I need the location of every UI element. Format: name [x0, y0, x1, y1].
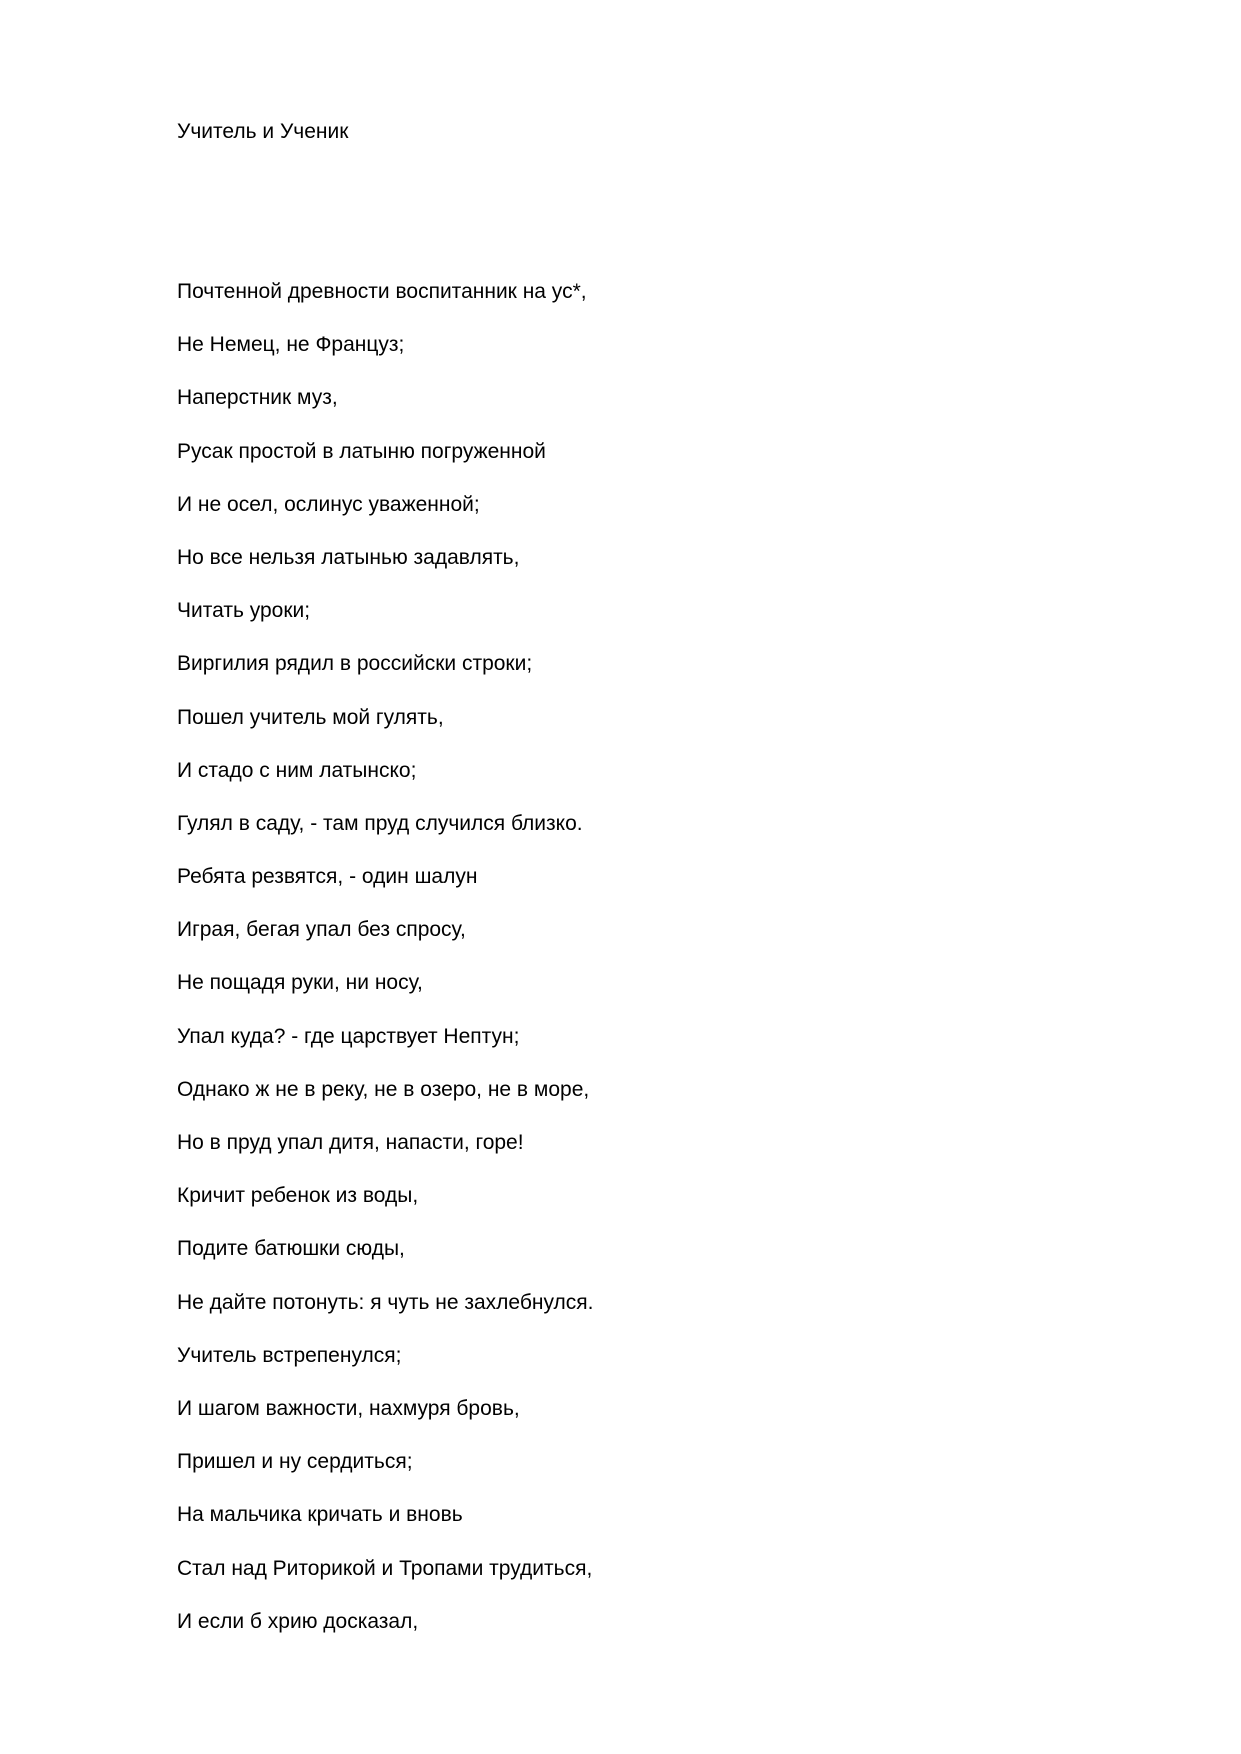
poem-line: Не дайте потонуть: я чуть не захлебнулся. — [177, 1290, 594, 1314]
poem-body — [177, 277, 594, 1660]
poem-line: Учитель встрепенулся; — [177, 1343, 402, 1367]
poem-line: Но в пруд упал дитя, напасти, горе! — [177, 1131, 524, 1154]
poem-line: И не осел, ослинус уваженной; — [177, 492, 480, 516]
poem-line: И шагом важности, нахмуря бровь, — [177, 1396, 520, 1420]
poem-line: Гулял в саду, - там пруд случился близко. — [177, 811, 583, 835]
poem-line: И стадо с ним латынско; — [177, 758, 417, 782]
poem-line: Почтенной древности воспитанник на ус*, — [177, 280, 587, 303]
poem-line: Не Немец, не Француз; — [177, 333, 405, 357]
poem-line: Виргилия рядил в российски строки; — [177, 652, 533, 676]
poem-line: Русак простой в латыню погруженной — [177, 439, 546, 463]
poem-line: Наперстник муз, — [177, 386, 338, 410]
poem-line: Ребята резвятся, - один шалун — [177, 865, 478, 889]
poem-line: На мальчика кричать и вновь — [177, 1503, 463, 1527]
poem-line: Читать уроки; — [177, 599, 311, 623]
poem-line: Кричит ребенок из воды, — [177, 1184, 419, 1208]
poem-line: Стал над Риторикой и Тропами трудиться, — [177, 1556, 593, 1580]
poem-line: Однако ж не в реку, не в озеро, не в море, — [177, 1077, 590, 1101]
poem-title: Учитель и Ученик — [177, 120, 349, 143]
poem-line: Пошел учитель мой гулять, — [177, 705, 444, 729]
poem-line: Упал куда? - где царствует Нептун; — [177, 1024, 520, 1048]
poem-line: Но все нельзя латынью задавлять, — [177, 545, 520, 569]
poem-line: Не пощадя руки, ни носу, — [177, 971, 423, 995]
poem-line: И если б хрию досказал, — [177, 1609, 419, 1633]
poem-line: Играя, бегая упал без спросу, — [177, 918, 466, 942]
poem-line: Пришел и ну сердиться; — [177, 1450, 413, 1474]
poem-line: Подите батюшки сюды, — [177, 1237, 405, 1261]
